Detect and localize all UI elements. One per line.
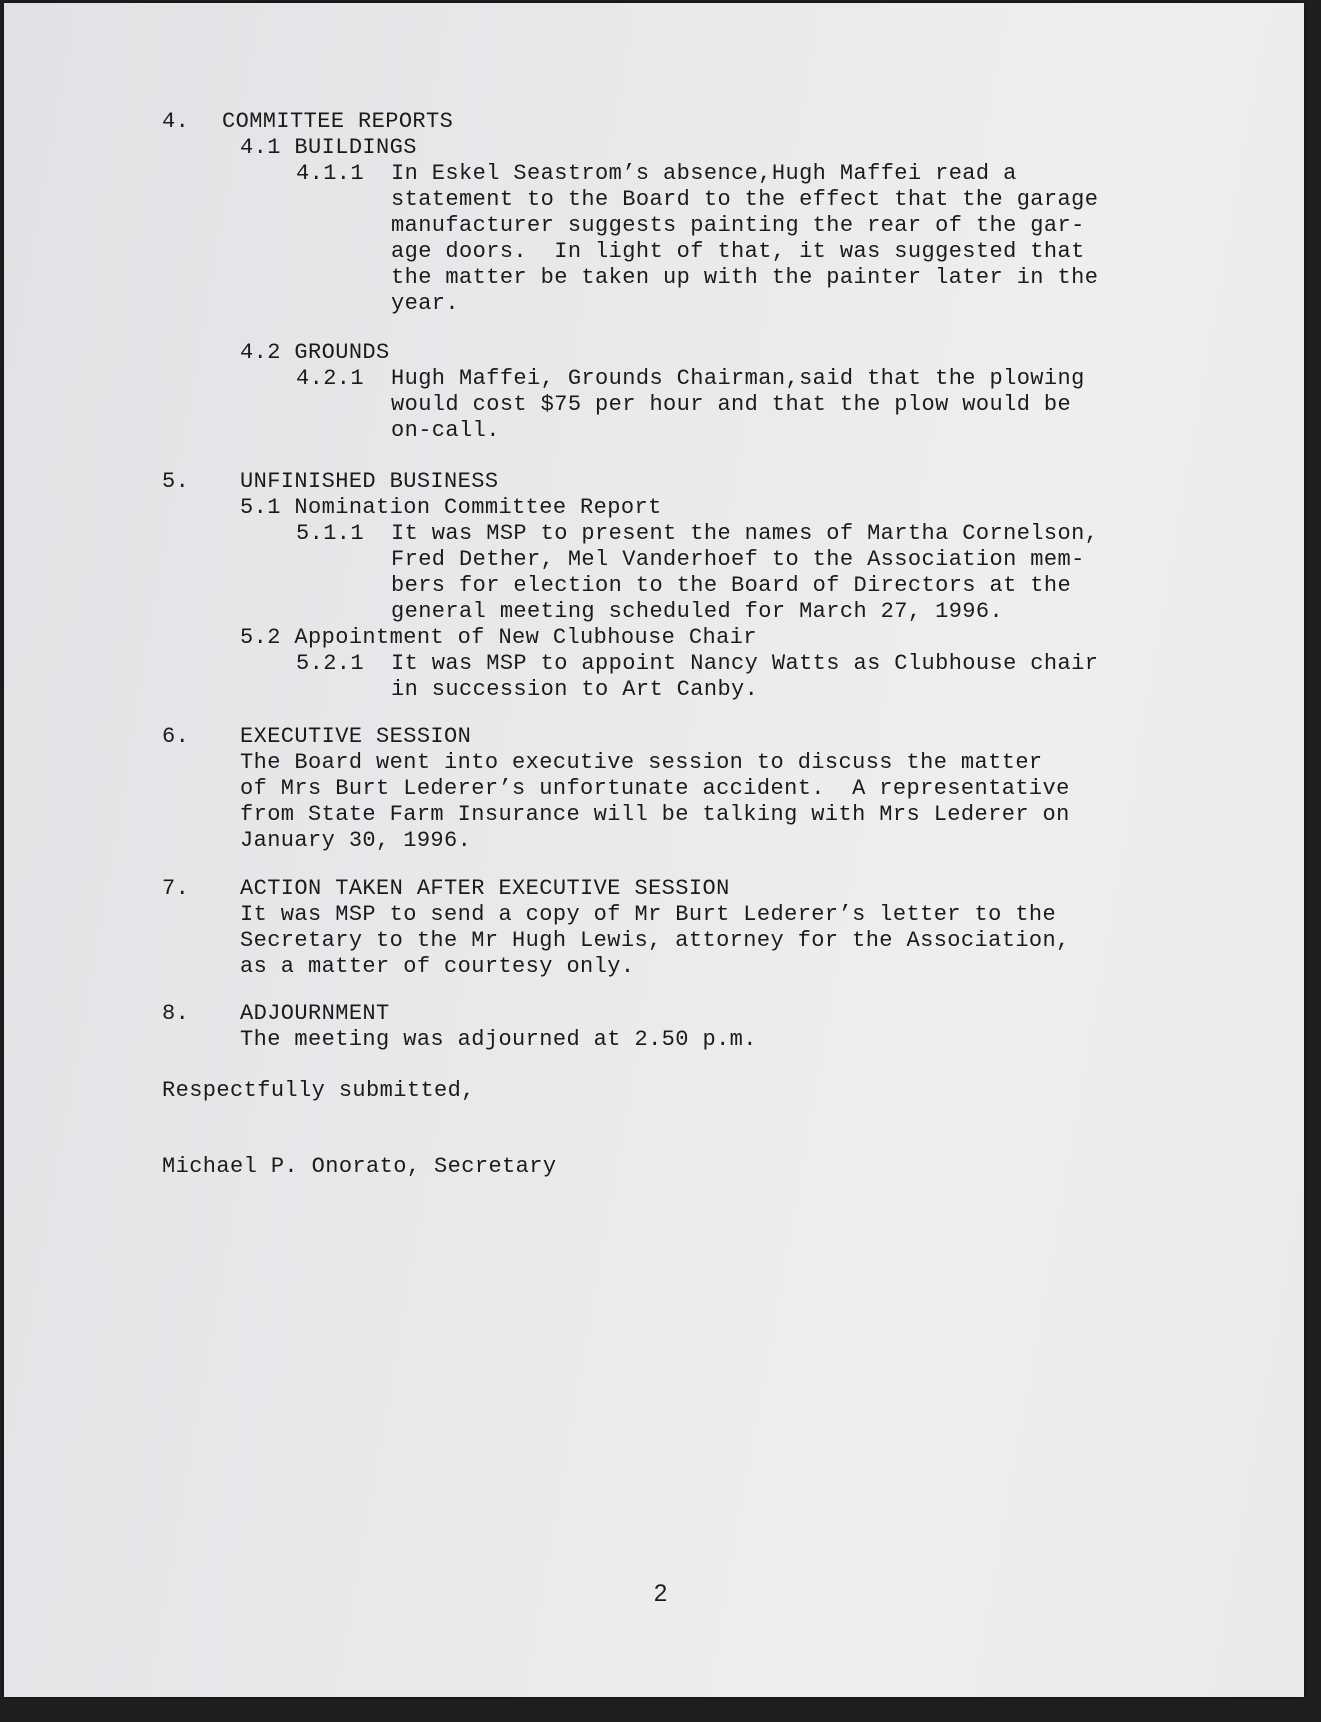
meeting-minutes xyxy=(4,3,1304,1697)
subsection-title: 5.2 Appointment of New Clubhouse Chair xyxy=(240,625,757,650)
subsection-title: 5.1 Nomination Committee Report xyxy=(240,495,662,520)
body-line: of Mrs Burt Lederer’s unfortunate accident. A representative xyxy=(240,776,1070,801)
item-line: It was MSP to appoint Nancy Watts as Clubhouse chair xyxy=(391,651,1099,676)
section-number: 6. xyxy=(162,724,190,749)
body-line: as a matter of courtesy only. xyxy=(240,954,635,979)
item-number: 5.2.1 xyxy=(296,651,365,676)
item-line: on-call. xyxy=(391,418,500,443)
body-line: from State Farm Insurance will be talking with Mrs Lederer on xyxy=(240,802,1070,827)
section-number: 5. xyxy=(162,469,190,494)
item-line: in succession to Art Canby. xyxy=(391,677,759,702)
item-line: Fred Dether, Mel Vanderhoef to the Association mem- xyxy=(391,547,1085,572)
section-title: ACTION TAKEN AFTER EXECUTIVE SESSION xyxy=(240,876,730,901)
closing-line: Respectfully submitted, xyxy=(162,1078,475,1103)
item-line: year. xyxy=(391,291,460,316)
signature-line: Michael P. Onorato, Secretary xyxy=(162,1154,557,1179)
section-number: 7. xyxy=(162,876,190,901)
section-title: UNFINISHED BUSINESS xyxy=(240,469,499,494)
body-line: Secretary to the Mr Hugh Lewis, attorney for the Association, xyxy=(240,928,1070,953)
subsection-title: 4.1 BUILDINGS xyxy=(240,135,417,160)
item-line: manufacturer suggests painting the rear of the gar- xyxy=(391,213,1085,238)
item-number: 4.1.1 xyxy=(296,161,365,186)
subsection-title: 4.2 GROUNDS xyxy=(240,340,390,365)
section-number: 8. xyxy=(162,1001,190,1026)
item-line: the matter be taken up with the painter later in the xyxy=(391,265,1099,290)
item-number: 4.2.1 xyxy=(296,366,365,391)
item-line: statement to the Board to the effect that the garage xyxy=(391,187,1099,212)
section-title: COMMITTEE REPORTS xyxy=(222,109,454,134)
document-page xyxy=(4,3,1304,1697)
body-line: The meeting was adjourned at 2.50 p.m. xyxy=(240,1027,757,1052)
item-line: general meeting scheduled for March 27, 1996. xyxy=(391,599,1004,624)
page-number: 2 xyxy=(653,1580,668,1607)
body-line: It was MSP to send a copy of Mr Burt Lederer’s letter to the xyxy=(240,902,1057,927)
item-line: Hugh Maffei, Grounds Chairman,said that the plowing xyxy=(391,366,1085,391)
item-line: bers for election to the Board of Directors at the xyxy=(391,573,1072,598)
item-line: age doors. In light of that, it was suggested that xyxy=(391,239,1085,264)
section-title: ADJOURNMENT xyxy=(240,1001,390,1026)
body-line: The Board went into executive session to discuss the matter xyxy=(240,750,1043,775)
section-title: EXECUTIVE SESSION xyxy=(240,724,472,749)
item-line: It was MSP to present the names of Martha Cornelson, xyxy=(391,521,1099,546)
section-number: 4. xyxy=(162,109,190,134)
body-line: January 30, 1996. xyxy=(240,828,472,853)
item-number: 5.1.1 xyxy=(296,521,365,546)
item-line: would cost $75 per hour and that the plow would be xyxy=(391,392,1072,417)
item-line: In Eskel Seastrom’s absence,Hugh Maffei read a xyxy=(391,161,1017,186)
